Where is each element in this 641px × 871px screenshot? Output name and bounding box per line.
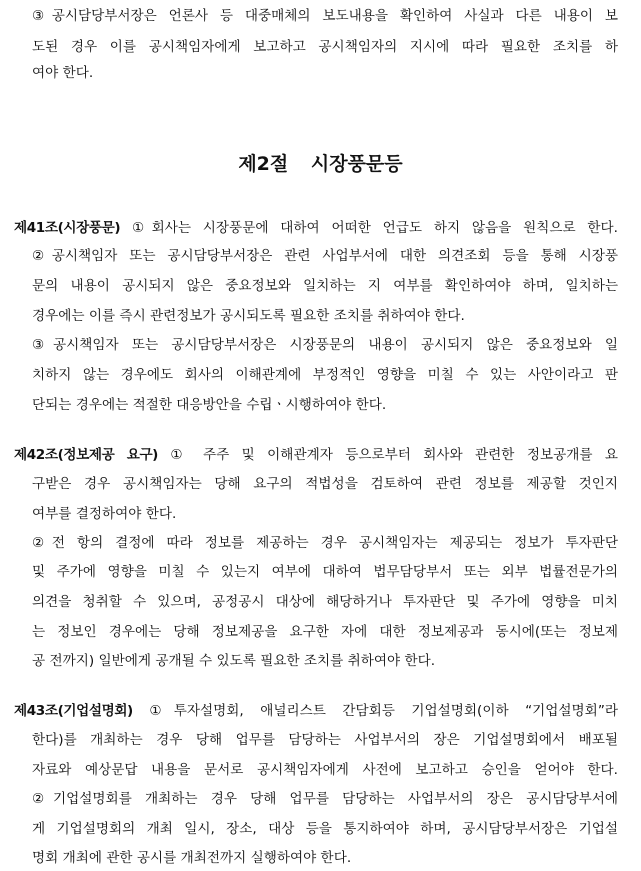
article-41-line: 단되는 경우에는 적절한 대응방안을 수립ㆍ시행하여야 한다. xyxy=(32,397,387,413)
article-42-line: ②전 항의 결정에 따라 정보를 제공하는 경우 공시책임자는 제공되는 정보가 투자판단 xyxy=(32,535,618,551)
intro-line: 여야 한다. xyxy=(32,65,94,81)
article-43-clause-1: ①투자설명회, 애널리스트 간담회등 기업설명회(이하 “기업설명회”라 xyxy=(132,703,618,719)
article-41-line: 경우에는 이를 즉시 관련정보가 공시되도록 필요한 조치를 취하여야 한다. xyxy=(32,308,465,324)
article-41-clause-1: ①회사는 시장풍문에 대하여 어떠한 언급도 하지 않음을 원칙으로 한다. xyxy=(120,220,618,236)
article-41-line: ②공시책임자 또는 공시담당부서장은 관련 사업부서에 대한 의견조회 등을 통해 시장풍 xyxy=(32,248,618,264)
section-title: 제2절 시장풍문등 xyxy=(238,153,403,175)
article-43-line: 명회 개최에 관한 공시를 개최전까지 실행하여야 한다. xyxy=(32,850,352,866)
article-42-clause-1: ① 주주 및 이해관계자 등으로부터 회사와 관련한 정보공개를 요 xyxy=(158,447,618,463)
article-43-line: ②기업설명회를 개최하는 경우 당해 업무를 담당하는 사업부서의 장은 공시담당부서에 xyxy=(32,791,618,807)
article-42-line: 는 정보인 경우에는 당해 정보제공을 요구한 자에 대한 정보제공과 동시에(또는 정보제 xyxy=(32,624,618,640)
article-43-line: 한다)를 개최하는 경우 당해 업무를 담당하는 사업부서의 장은 기업설명회에서 배포될 xyxy=(32,732,618,748)
article-42-line: 및 주가에 영향을 미칠 수 있는지 여부에 대하여 법무담당부서 또는 외부 법률전문가의 xyxy=(32,564,618,580)
article-43-heading: 제43조(기업설명회) xyxy=(14,703,133,719)
article-41-line: 문의 내용이 공시되지 않은 중요정보와 일치하는 지 여부를 확인하여야 하며, 일치하는 xyxy=(32,278,618,294)
article-43-line: 게 기업설명회의 개최 일시, 장소, 대상 등을 통지하여야 하며, 공시담당부서장은 기업설 xyxy=(32,821,618,837)
article-42-line: 여부를 결정하여야 한다. xyxy=(32,506,177,522)
article-41-line: ③공시책임자 또는 공시담당부서장은 시장풍문의 내용이 공시되지 않은 중요정보와 일 xyxy=(32,337,618,353)
article-42-first-line xyxy=(14,446,618,464)
article-43-line: 자료와 예상문답 내용을 문서로 공시책임자에게 사전에 보고하고 승인을 얻어야 한다. xyxy=(32,762,618,778)
intro-line: 도된 경우 이를 공시책임자에게 보고하고 공시책임자의 지시에 따라 필요한 조치를 하 xyxy=(32,39,618,55)
article-42-line: 구받은 경우 공시책임자는 당해 요구의 적법성을 검토하여 관련 정보를 제공할 것인지 xyxy=(32,476,618,492)
article-42-line: 의견을 청취할 수 있으며, 공정공시 대상에 해당하거나 투자판단 및 주가에 영향을 미치 xyxy=(32,594,618,610)
article-41-first-line xyxy=(14,219,618,237)
article-41-line: 치하지 않는 경우에도 회사의 이해관계에 부정적인 영향을 미칠 수 있는 사안이라고 판 xyxy=(32,367,618,383)
article-42-heading: 제42조(정보제공 요구) xyxy=(14,447,158,463)
article-43-first-line xyxy=(14,702,618,720)
intro-line: ③공시담당부서장은 언론사 등 대중매체의 보도내용을 확인하여 사실과 다른 내용이 보 xyxy=(32,8,618,24)
article-41-heading: 제41조(시장풍문) xyxy=(14,220,121,236)
article-42-line: 공 전까지) 일반에게 공개될 수 있도록 필요한 조치를 취하여야 한다. xyxy=(32,653,436,669)
